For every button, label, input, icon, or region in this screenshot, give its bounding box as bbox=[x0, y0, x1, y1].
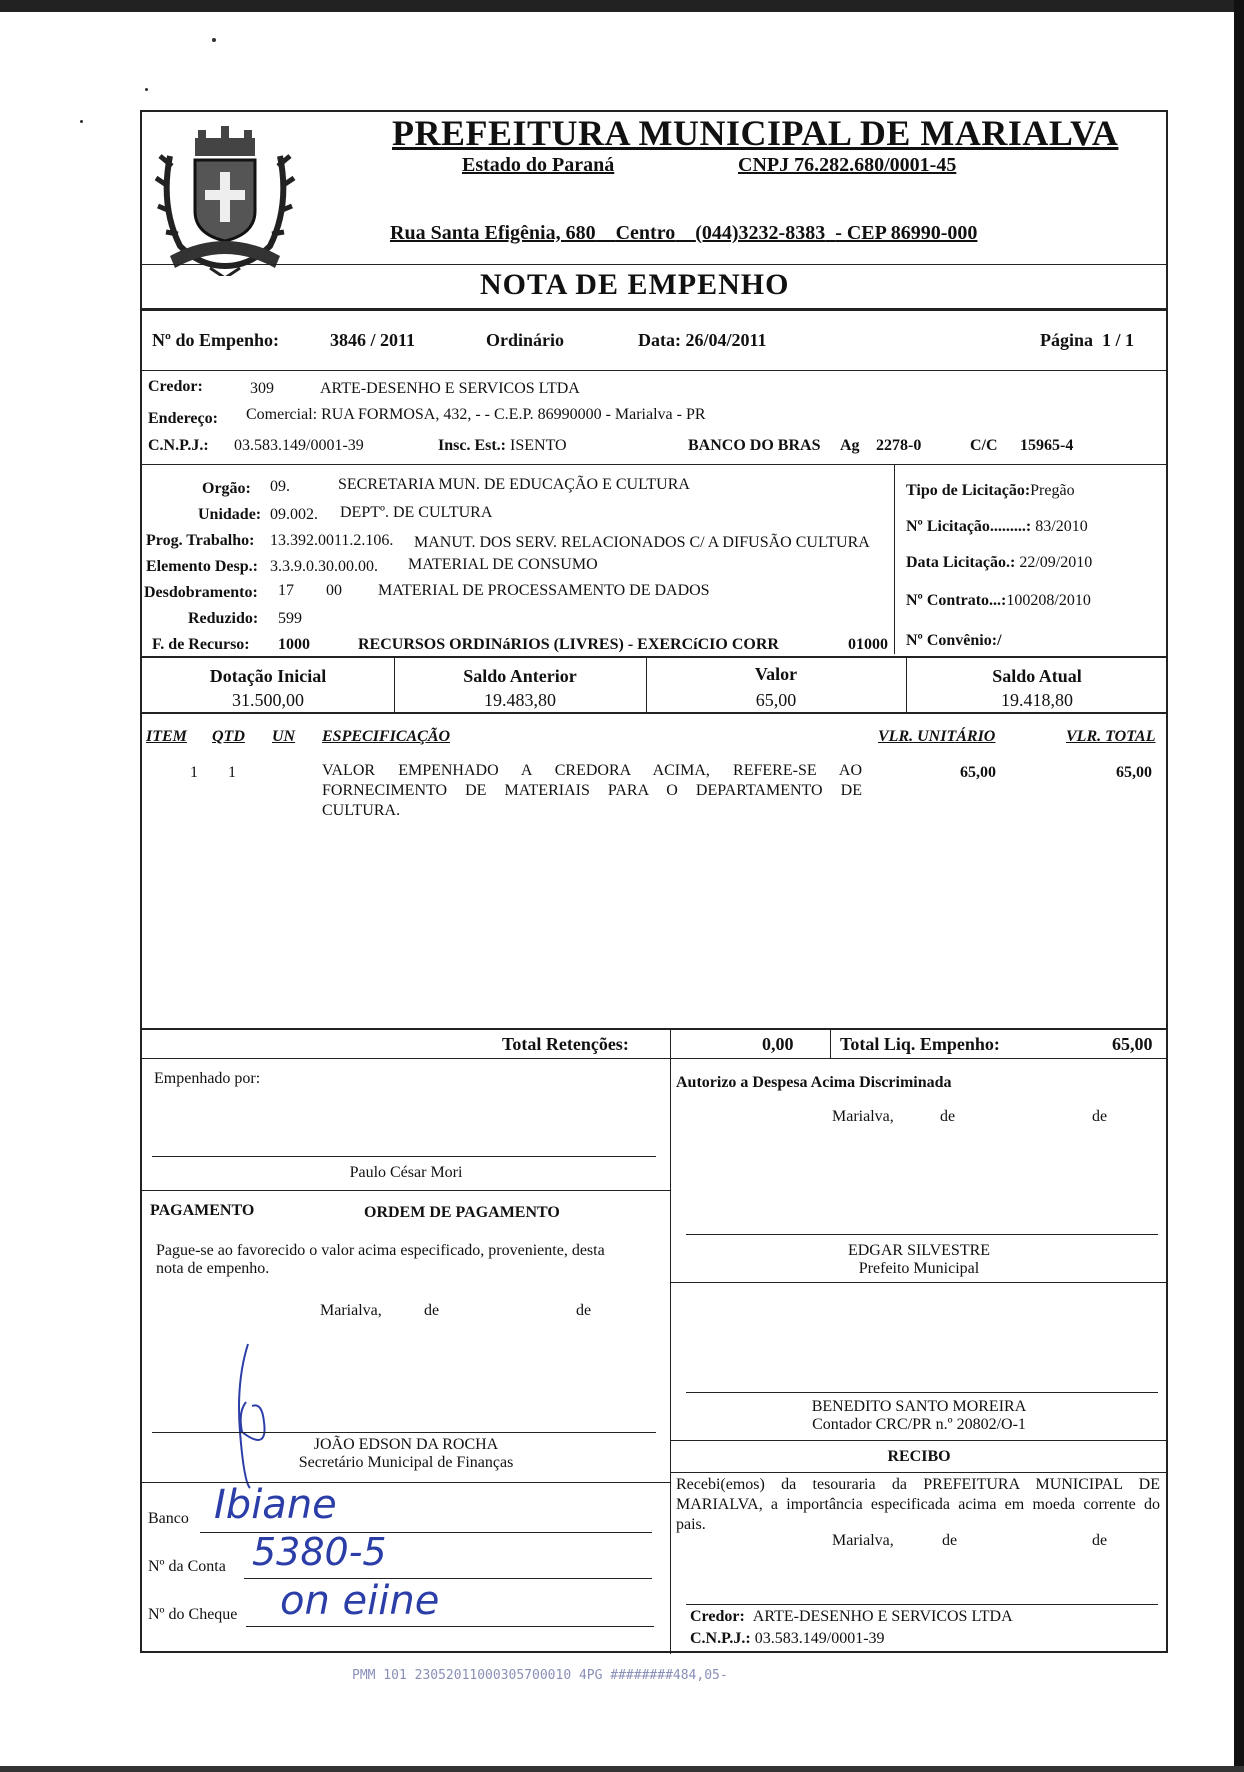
empenho-date bbox=[638, 330, 767, 351]
retencoes-label: Total Retenções: bbox=[502, 1034, 629, 1054]
desdobramento-label: Desdobramento: bbox=[144, 584, 258, 601]
numero-licitacao-value: 83/2010 bbox=[1035, 518, 1088, 535]
scan-speck bbox=[212, 38, 216, 42]
autorizo-de2: de bbox=[1092, 1108, 1108, 1125]
estado-label: Estado do Paraná bbox=[462, 154, 615, 176]
recibo-cnpj-label: C.N.P.J.: bbox=[690, 1630, 751, 1647]
contador-name: BENEDITO SANTO MOREIRA bbox=[811, 1398, 1027, 1415]
saldo-atual-value: 19.418,80 bbox=[1001, 690, 1073, 710]
recibo-de2: de bbox=[1092, 1532, 1108, 1549]
numero-licitacao-label: Nº Licitação.........: bbox=[906, 518, 1032, 535]
page-indicator bbox=[1040, 330, 1134, 351]
desdobramento-name: MATERIAL DE PROCESSAMENTO DE DADOS bbox=[378, 582, 710, 599]
tipo-licitacao-value: Pregão bbox=[1030, 482, 1075, 499]
prog-code: 13.392.0011.2.106. bbox=[270, 532, 394, 549]
pagamento-text-line1: Pague-se ao favorecido o valor acima especificado, proveniente, desta bbox=[156, 1242, 605, 1259]
signature-line bbox=[686, 1234, 1158, 1235]
pagamento-local: Marialva, bbox=[320, 1302, 382, 1319]
retencoes-value: 0,00 bbox=[762, 1034, 794, 1054]
item-unit-value: 65,00 bbox=[960, 764, 996, 781]
data-licitacao bbox=[906, 554, 1092, 572]
conta-label: Nº da Conta bbox=[148, 1558, 226, 1575]
date-label: Data: bbox=[638, 330, 681, 350]
data-licitacao-label: Data Licitação.: bbox=[906, 554, 1016, 571]
divider bbox=[142, 712, 1168, 714]
ordem-pagamento-label: ORDEM DE PAGAMENTO bbox=[364, 1204, 560, 1221]
tipo-licitacao bbox=[906, 482, 1075, 500]
divider bbox=[142, 464, 1168, 465]
orgao-label: Orgão: bbox=[202, 480, 251, 497]
recibo-credor-name: ARTE-DESENHO E SERVICOS LTDA bbox=[752, 1608, 1013, 1625]
account-value: 15965-4 bbox=[1020, 437, 1074, 454]
saldo-anterior-value: 19.483,80 bbox=[484, 690, 556, 710]
numero-contrato-value: 100208/2010 bbox=[1006, 592, 1091, 609]
page-label: Página bbox=[1040, 330, 1094, 350]
signature-line bbox=[686, 1604, 1158, 1605]
divider bbox=[142, 656, 1168, 658]
divider bbox=[670, 1028, 671, 1058]
divider bbox=[142, 370, 1168, 371]
divider bbox=[142, 1058, 1168, 1059]
endereco-label: Endereço: bbox=[148, 410, 218, 427]
date-value: 26/04/2011 bbox=[685, 330, 767, 350]
document-title: NOTA DE EMPENHO bbox=[480, 268, 790, 301]
recibo-credor bbox=[690, 1608, 1013, 1626]
recibo-cnpj bbox=[690, 1630, 885, 1648]
numero-contrato bbox=[906, 592, 1091, 610]
prefeito-cargo: Prefeito Municipal bbox=[858, 1260, 980, 1277]
numero-convenio: Nº Convênio:/ bbox=[906, 632, 1002, 649]
empenho-type: Ordinário bbox=[486, 330, 565, 350]
page-title: PREFEITURA MUNICIPAL DE MARIALVA bbox=[392, 113, 1119, 153]
footer-stamp-code: PMM 101 23052011000305700010 4PG ########484,05- bbox=[352, 1668, 728, 1683]
address-cep: - CEP 86990-000 bbox=[835, 222, 978, 244]
address-centro: Centro bbox=[615, 222, 676, 244]
item-qtd: 1 bbox=[228, 764, 236, 781]
signature-line bbox=[152, 1156, 656, 1157]
saldo-anterior-label: Saldo Anterior bbox=[463, 666, 577, 686]
cnpj-prefeitura: CNPJ 76.282.680/0001-45 bbox=[738, 154, 957, 176]
secretario-name: JOÃO EDSON DA ROCHA bbox=[313, 1436, 499, 1453]
cnpj-label: C.N.P.J.: bbox=[148, 437, 209, 454]
fonte-code: 1000 bbox=[278, 636, 310, 653]
item-desc-line3: CULTURA. bbox=[322, 802, 401, 819]
address-street: Rua Santa Efigênia, 680 bbox=[390, 222, 596, 244]
recibo-text-line3: pais. bbox=[676, 1516, 706, 1533]
banco-label: Banco bbox=[148, 1510, 189, 1527]
pagamento-de2: de bbox=[576, 1302, 592, 1319]
agency-value: 2278-0 bbox=[876, 437, 922, 454]
divider bbox=[894, 464, 895, 654]
scan-edge-bottom bbox=[0, 1766, 1244, 1772]
agency-label: Ag bbox=[840, 437, 860, 454]
dotacao-inicial-value: 31.500,00 bbox=[232, 690, 304, 710]
recibo-label: RECIBO bbox=[887, 1448, 951, 1465]
empenhado-name: Paulo César Mori bbox=[349, 1164, 463, 1181]
saldo-atual-label: Saldo Atual bbox=[992, 666, 1082, 686]
contador-crc: Contador CRC/PR n.º 20802/O-1 bbox=[812, 1416, 1026, 1433]
divider bbox=[142, 264, 1168, 265]
account-label: C/C bbox=[970, 437, 998, 454]
insc-value: ISENTO bbox=[510, 437, 567, 454]
elemento-name: MATERIAL DE CONSUMO bbox=[408, 556, 598, 573]
divider bbox=[830, 1028, 831, 1058]
signature-line bbox=[686, 1392, 1158, 1393]
autorizo-label: Autorizo a Despesa Acima Discriminada bbox=[676, 1074, 952, 1091]
recibo-cnpj-value: 03.583.149/0001-39 bbox=[754, 1630, 885, 1647]
pagamento-de1: de bbox=[424, 1302, 440, 1319]
col-valor-unitario: VLR. UNITÁRIO bbox=[878, 728, 996, 745]
credor-cnpj: 03.583.149/0001-39 bbox=[234, 437, 364, 454]
recibo-credor-label: Credor: bbox=[690, 1608, 745, 1625]
desdobramento-code2: 00 bbox=[326, 582, 342, 599]
col-item: ITEM bbox=[146, 728, 187, 745]
autorizo-de1: de bbox=[940, 1108, 956, 1125]
address-phone: (044)3232-8383 bbox=[695, 222, 826, 244]
scan-edge-top bbox=[0, 0, 1244, 12]
fonte-label: F. de Recurso: bbox=[152, 636, 250, 653]
prog-name: MANUT. DOS SERV. RELACIONADOS C/ A DIFUSÃO CULTURA bbox=[414, 534, 870, 551]
signature-line bbox=[152, 1432, 656, 1433]
divider bbox=[670, 1058, 671, 1654]
divider bbox=[670, 1472, 1168, 1473]
page-value: 1 / 1 bbox=[1102, 330, 1135, 350]
reduzido-label: Reduzido: bbox=[188, 610, 259, 627]
empenhado-label: Empenhado por: bbox=[154, 1070, 261, 1087]
orgao-code: 09. bbox=[270, 478, 290, 495]
empenho-number: 3846 / 2011 bbox=[330, 330, 416, 350]
item-desc-line2: FORNECIMENTO DE MATERIAIS PARA O DEPARTAMENTO DE bbox=[322, 782, 862, 799]
item-desc-line1: VALOR EMPENHADO A CREDORA ACIMA, REFERE-SE AO bbox=[322, 762, 862, 779]
divider bbox=[670, 1282, 1168, 1283]
insc-est bbox=[438, 437, 567, 455]
unidade-name: DEPTº. DE CULTURA bbox=[340, 504, 493, 521]
scan-edge-right bbox=[1234, 0, 1244, 1772]
item-total-value: 65,00 bbox=[1116, 764, 1152, 781]
secretario-cargo: Secretário Municipal de Finanças bbox=[298, 1454, 514, 1471]
unidade-label: Unidade: bbox=[198, 506, 262, 523]
recibo-text-line1: Recebi(emos) da tesouraria da PREFEITURA MUNICIPAL DE bbox=[676, 1476, 1160, 1493]
fonte-code2: 01000 bbox=[848, 636, 888, 653]
data-licitacao-value: 22/09/2010 bbox=[1019, 554, 1093, 571]
recibo-local: Marialva, bbox=[832, 1532, 894, 1549]
unidade-code: 09.002. bbox=[270, 506, 318, 523]
credor-address: Comercial: RUA FORMOSA, 432, - - C.E.P. 86990000 - Marialva - PR bbox=[246, 406, 706, 423]
prog-label: Prog. Trabalho: bbox=[146, 532, 255, 549]
address-line bbox=[390, 222, 977, 245]
conta-handwritten: 5380-5 bbox=[252, 1530, 387, 1574]
recibo-text-line2: MARIALVA, a importância especificada acima em moeda corrente do bbox=[676, 1496, 1160, 1513]
fonte-name: RECURSOS ORDINáRIOS (LIVRES) - EXERCíCIO CORR bbox=[358, 636, 779, 653]
cheque-handwritten: on eiine bbox=[280, 1578, 440, 1624]
orgao-name: SECRETARIA MUN. DE EDUCAÇÃO E CULTURA bbox=[338, 476, 690, 493]
divider bbox=[142, 1028, 1168, 1030]
elemento-code: 3.3.9.0.30.00.00. bbox=[270, 558, 378, 575]
empenho-number-label: Nº do Empenho: bbox=[152, 330, 279, 350]
elemento-label: Elemento Desp.: bbox=[146, 558, 258, 575]
desdobramento-code: 17 bbox=[278, 582, 294, 599]
col-valor-total: VLR. TOTAL bbox=[1066, 728, 1156, 745]
bank-name: BANCO DO BRAS bbox=[688, 437, 821, 454]
insc-label: Insc. Est.: bbox=[438, 437, 507, 454]
numero-licitacao bbox=[906, 518, 1088, 536]
prefeito-name: EDGAR SILVESTRE bbox=[847, 1242, 991, 1259]
autorizo-local: Marialva, bbox=[832, 1108, 894, 1125]
item-number: 1 bbox=[190, 764, 198, 781]
empenho-document bbox=[140, 110, 1168, 1653]
dotacao-inicial-label: Dotação Inicial bbox=[209, 666, 327, 686]
numero-contrato-label: Nº Contrato...: bbox=[906, 592, 1007, 609]
tipo-licitacao-label: Tipo de Licitação: bbox=[906, 482, 1031, 499]
divider bbox=[670, 1440, 1168, 1441]
recibo-de1: de bbox=[942, 1532, 958, 1549]
scan-speck bbox=[145, 88, 148, 91]
divider bbox=[142, 308, 1168, 311]
total-liquido-value: 65,00 bbox=[1112, 1034, 1153, 1054]
valor-label: Valor bbox=[754, 664, 798, 684]
total-liquido-label: Total Liq. Empenho: bbox=[840, 1034, 1000, 1054]
banco-handwritten: Ibiane bbox=[214, 1482, 337, 1528]
coat-of-arms-icon bbox=[150, 116, 300, 276]
cheque-line bbox=[246, 1626, 654, 1627]
credor-label: Credor: bbox=[148, 378, 203, 395]
credor-code: 309 bbox=[250, 380, 274, 397]
valor-value: 65,00 bbox=[755, 690, 797, 710]
col-qtd: QTD bbox=[212, 728, 245, 745]
scan-speck bbox=[80, 120, 83, 123]
reduzido-value: 599 bbox=[278, 610, 302, 627]
divider bbox=[142, 1190, 670, 1191]
cheque-label: Nº do Cheque bbox=[148, 1606, 238, 1623]
col-un: UN bbox=[272, 728, 296, 745]
col-especificacao: ESPECIFICAÇÃO bbox=[322, 728, 451, 745]
credor-name: ARTE-DESENHO E SERVICOS LTDA bbox=[320, 380, 580, 397]
pagamento-label: PAGAMENTO bbox=[150, 1202, 255, 1219]
pagamento-text-line2: nota de empenho. bbox=[156, 1260, 270, 1277]
